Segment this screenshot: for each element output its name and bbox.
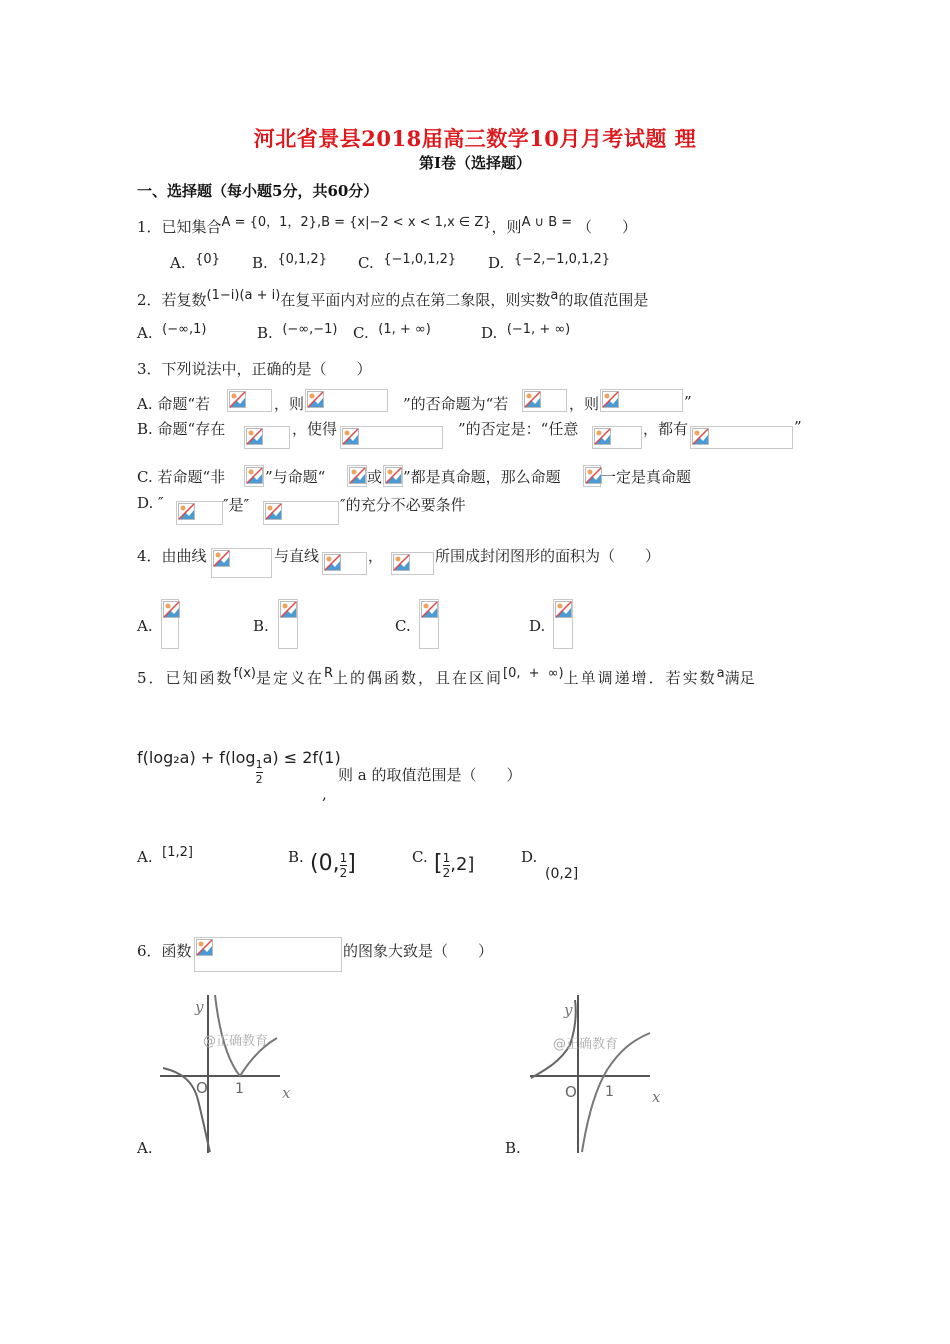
q3-c-text-5: 一定是真命题: [601, 468, 692, 486]
page-title: 河北省景县2018届高三数学10月月考试题 理: [253, 126, 697, 151]
q3-c-text-4: ”都是真命题，那么命题: [403, 468, 561, 486]
q1-option-c: C. {−1,0,1,2}: [358, 252, 457, 272]
x-label: x: [652, 1088, 661, 1106]
broken-image-icon: [553, 599, 573, 649]
graph-b: [525, 990, 675, 1155]
q2-option-c: C. (1, + ∞): [353, 322, 431, 342]
q5-option-d: D.: [521, 848, 538, 866]
q2-option-d: D. (−1, + ∞): [481, 322, 571, 342]
q1-option-b: B. {0,1,2}: [252, 252, 327, 272]
q3-d-text-3: ″的充分不必要条件: [340, 496, 466, 514]
q3-b-text-5: ”: [794, 418, 802, 436]
q3-c-text-1: C. 若命题“非: [137, 468, 226, 486]
broken-image-icon: [176, 501, 223, 525]
q3-a-text-5: ”: [684, 393, 692, 411]
q2-option-a: A. (−∞,1): [137, 322, 207, 342]
q1-option-a: A. {0}: [170, 252, 220, 272]
q4-text-2: 与直线: [274, 547, 320, 565]
q4-option-d: D.: [529, 617, 546, 635]
q1-union-math: A ∪ B =: [521, 215, 573, 230]
origin-label: O: [565, 1083, 577, 1101]
q3-b-text-1: B. 命题“存在: [137, 420, 226, 438]
q3-a-text-3: ”的否命题为“若: [403, 395, 509, 413]
broken-image-icon: [244, 426, 290, 449]
section-heading: 一、选择题（每小题5分，共60分）: [137, 182, 379, 200]
q3-a-text-2: ，则: [274, 395, 305, 413]
broken-image-icon: [161, 599, 179, 649]
q3-b-text-3: ”的否定是：“任意: [458, 420, 579, 438]
broken-image-icon: [522, 389, 567, 412]
q3-d-text-2: ″是″: [223, 496, 250, 514]
q6-option-a: A.: [137, 1139, 153, 1157]
broken-image-icon: [347, 465, 367, 487]
q1-option-d: D. {−2,−1,0,1,2}: [488, 252, 611, 272]
x-label: x: [282, 1084, 291, 1102]
graph-a: [155, 990, 305, 1155]
broken-image-icon: [583, 465, 601, 487]
q3-b-text-2: ，使得: [292, 420, 338, 438]
q5-option-b: B. (0, $\frac{1}{2}$ ]: [288, 848, 356, 880]
broken-image-icon: [340, 426, 443, 449]
q4-option-b: B.: [253, 617, 269, 635]
watermark: @正确教育: [553, 1037, 619, 1052]
q6-text-1: 6．函数: [137, 942, 192, 960]
q3-b-text-4: ，都有: [643, 420, 689, 438]
watermark: @正确教育: [203, 1034, 269, 1049]
q4-option-c: C.: [395, 617, 411, 635]
broken-image-icon: [244, 465, 264, 487]
q3-a-text-1: A. 命题“若: [137, 395, 211, 413]
q5-comma: ,: [322, 785, 327, 803]
broken-image-icon: [600, 389, 683, 412]
broken-image-icon: [391, 552, 434, 575]
y-label: y: [564, 1001, 573, 1019]
question-2-stem: 2．若复数(1−i)(a + i)在复平面内对应的点在第二象限，则实数a的取值范围是: [137, 288, 649, 309]
q3-d-text-1: D. ″: [137, 494, 164, 512]
q1-set-math: A = {0，1，2},B = {x|−2 < x < 1,x ∈ Z}: [221, 215, 492, 230]
q6-option-b: B.: [505, 1139, 521, 1157]
question-5-stem: 5．已知函数f(x)是定义在R上的偶函数，且在区间[0, + ∞)上单调递增．若实数a满足: [137, 666, 755, 687]
q6-text-2: 的图象大致是（ ）: [343, 942, 494, 960]
origin-label: O: [196, 1079, 208, 1097]
broken-image-icon: [227, 389, 272, 412]
tick-label-1: 1: [605, 1084, 614, 1100]
q4-text-4: 所围成封闭图形的面积为（ ）: [435, 547, 661, 565]
broken-image-icon: [690, 426, 793, 449]
q3-c-text-3: 或: [367, 468, 383, 486]
broken-image-icon: [194, 937, 342, 972]
q5-option-d-value: (0,2]: [545, 866, 579, 882]
broken-image-icon: [263, 501, 339, 525]
broken-image-icon: [383, 465, 403, 487]
tick-label-1: 1: [235, 1081, 244, 1097]
q2-option-b: B. (−∞,−1): [257, 322, 338, 342]
q4-text-3: ，: [368, 547, 384, 565]
q5-inequality: f(log₂a) + f(log $\frac{1}{2}$ a) ≤ 2f(1): [137, 748, 341, 786]
broken-image-icon: [211, 548, 272, 578]
page-subtitle: 第Ⅰ卷（选择题）: [418, 154, 532, 172]
broken-image-icon: [322, 552, 367, 575]
y-label: y: [195, 998, 204, 1016]
q5-option-a: A. [1,2]: [137, 845, 193, 866]
q5-question-tail: 则 a 的取值范围是（ ）: [338, 766, 522, 784]
q4-option-a: A.: [137, 617, 153, 635]
question-3-stem: 3．下列说法中，正确的是（ ）: [137, 360, 372, 378]
q3-a-text-4: ，则: [569, 395, 600, 413]
broken-image-icon: [592, 426, 642, 449]
question-1-stem: 1．已知集合A = {0，1，2},B = {x|−2 < x < 1,x ∈ Z}，则A ∪ B = （ ）: [137, 215, 637, 236]
broken-image-icon: [305, 389, 388, 412]
broken-image-icon: [419, 599, 439, 649]
q5-option-c: C. [ $\frac{1}{2}$ ,2]: [412, 848, 475, 880]
broken-image-icon: [278, 599, 298, 649]
q3-c-text-2: ”与命题“: [265, 468, 326, 486]
q4-text-1: 4．由曲线: [137, 547, 207, 565]
